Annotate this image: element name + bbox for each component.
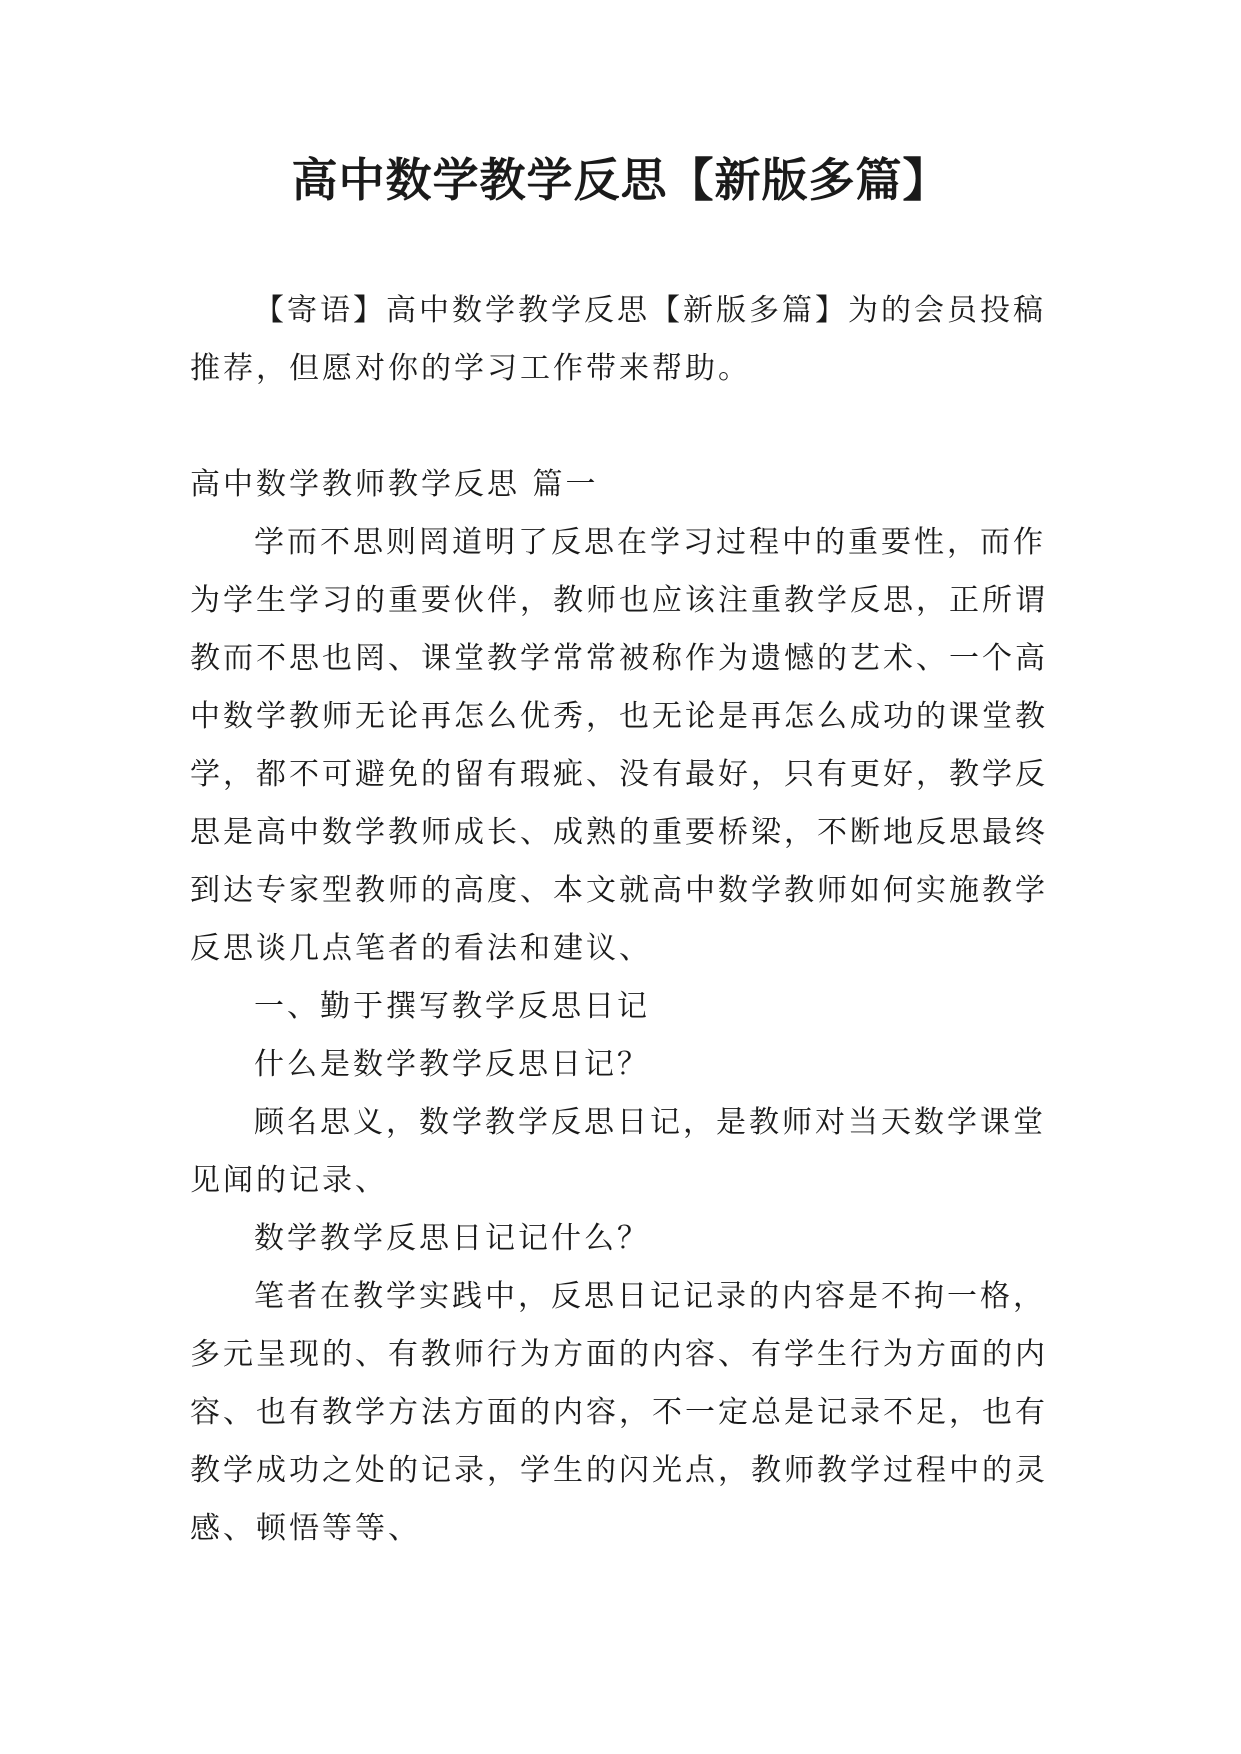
question-paragraph: 什么是数学教学反思日记？: [254, 1047, 650, 1082]
document-title: 高中数学教学反思【新版多篇】: [291, 153, 950, 207]
body-paragraph: 笔者在教学实践中，反思日记记录的内容是不拘一格，多元呈现的、有教师行为方面的内容、有学生行为方面的内容、也有教学方法方面的内容，不一定总是记录不足，也有教学成功之处的记录，学生的闪光点，教师教学过程中的灵感、顿悟等等、: [190, 1279, 1048, 1546]
intro-paragraph: 【寄语】高中数学教学反思【新版多篇】为的会员投稿推荐，但愿对你的学习工作带来帮助。: [190, 293, 1046, 386]
subheading-1: 一、勤于撰写教学反思日记: [254, 989, 650, 1024]
paragraph-spacer: [190, 398, 1050, 456]
body-paragraph: 学而不思则罔道明了反思在学习过程中的重要性，而作为学生学习的重要伙伴，教师也应该注重教学反思，正所谓教而不思也罔、课堂教学常常被称作为遗憾的艺术、一个高中数学教师无论再怎么优秀，也无论是再怎么成功的课堂教学，都不可避免的留有瑕疵、没有最好，只有更好，教学反思是高中数学教师成长、成熟的重要桥梁，不断地反思最终到达专家型教师的高度、本文就高中数学教师如何实施教学反思谈几点笔者的看法和建议、: [190, 525, 1048, 966]
section-heading: 高中数学教师教学反思 篇一: [190, 467, 599, 502]
body-paragraph: 顾名思义，数学教学反思日记，是教师对当天数学课堂见闻的记录、: [190, 1105, 1046, 1198]
document-body: [190, 282, 1050, 1558]
question-paragraph: 数学教学反思日记记什么？: [254, 1221, 650, 1256]
